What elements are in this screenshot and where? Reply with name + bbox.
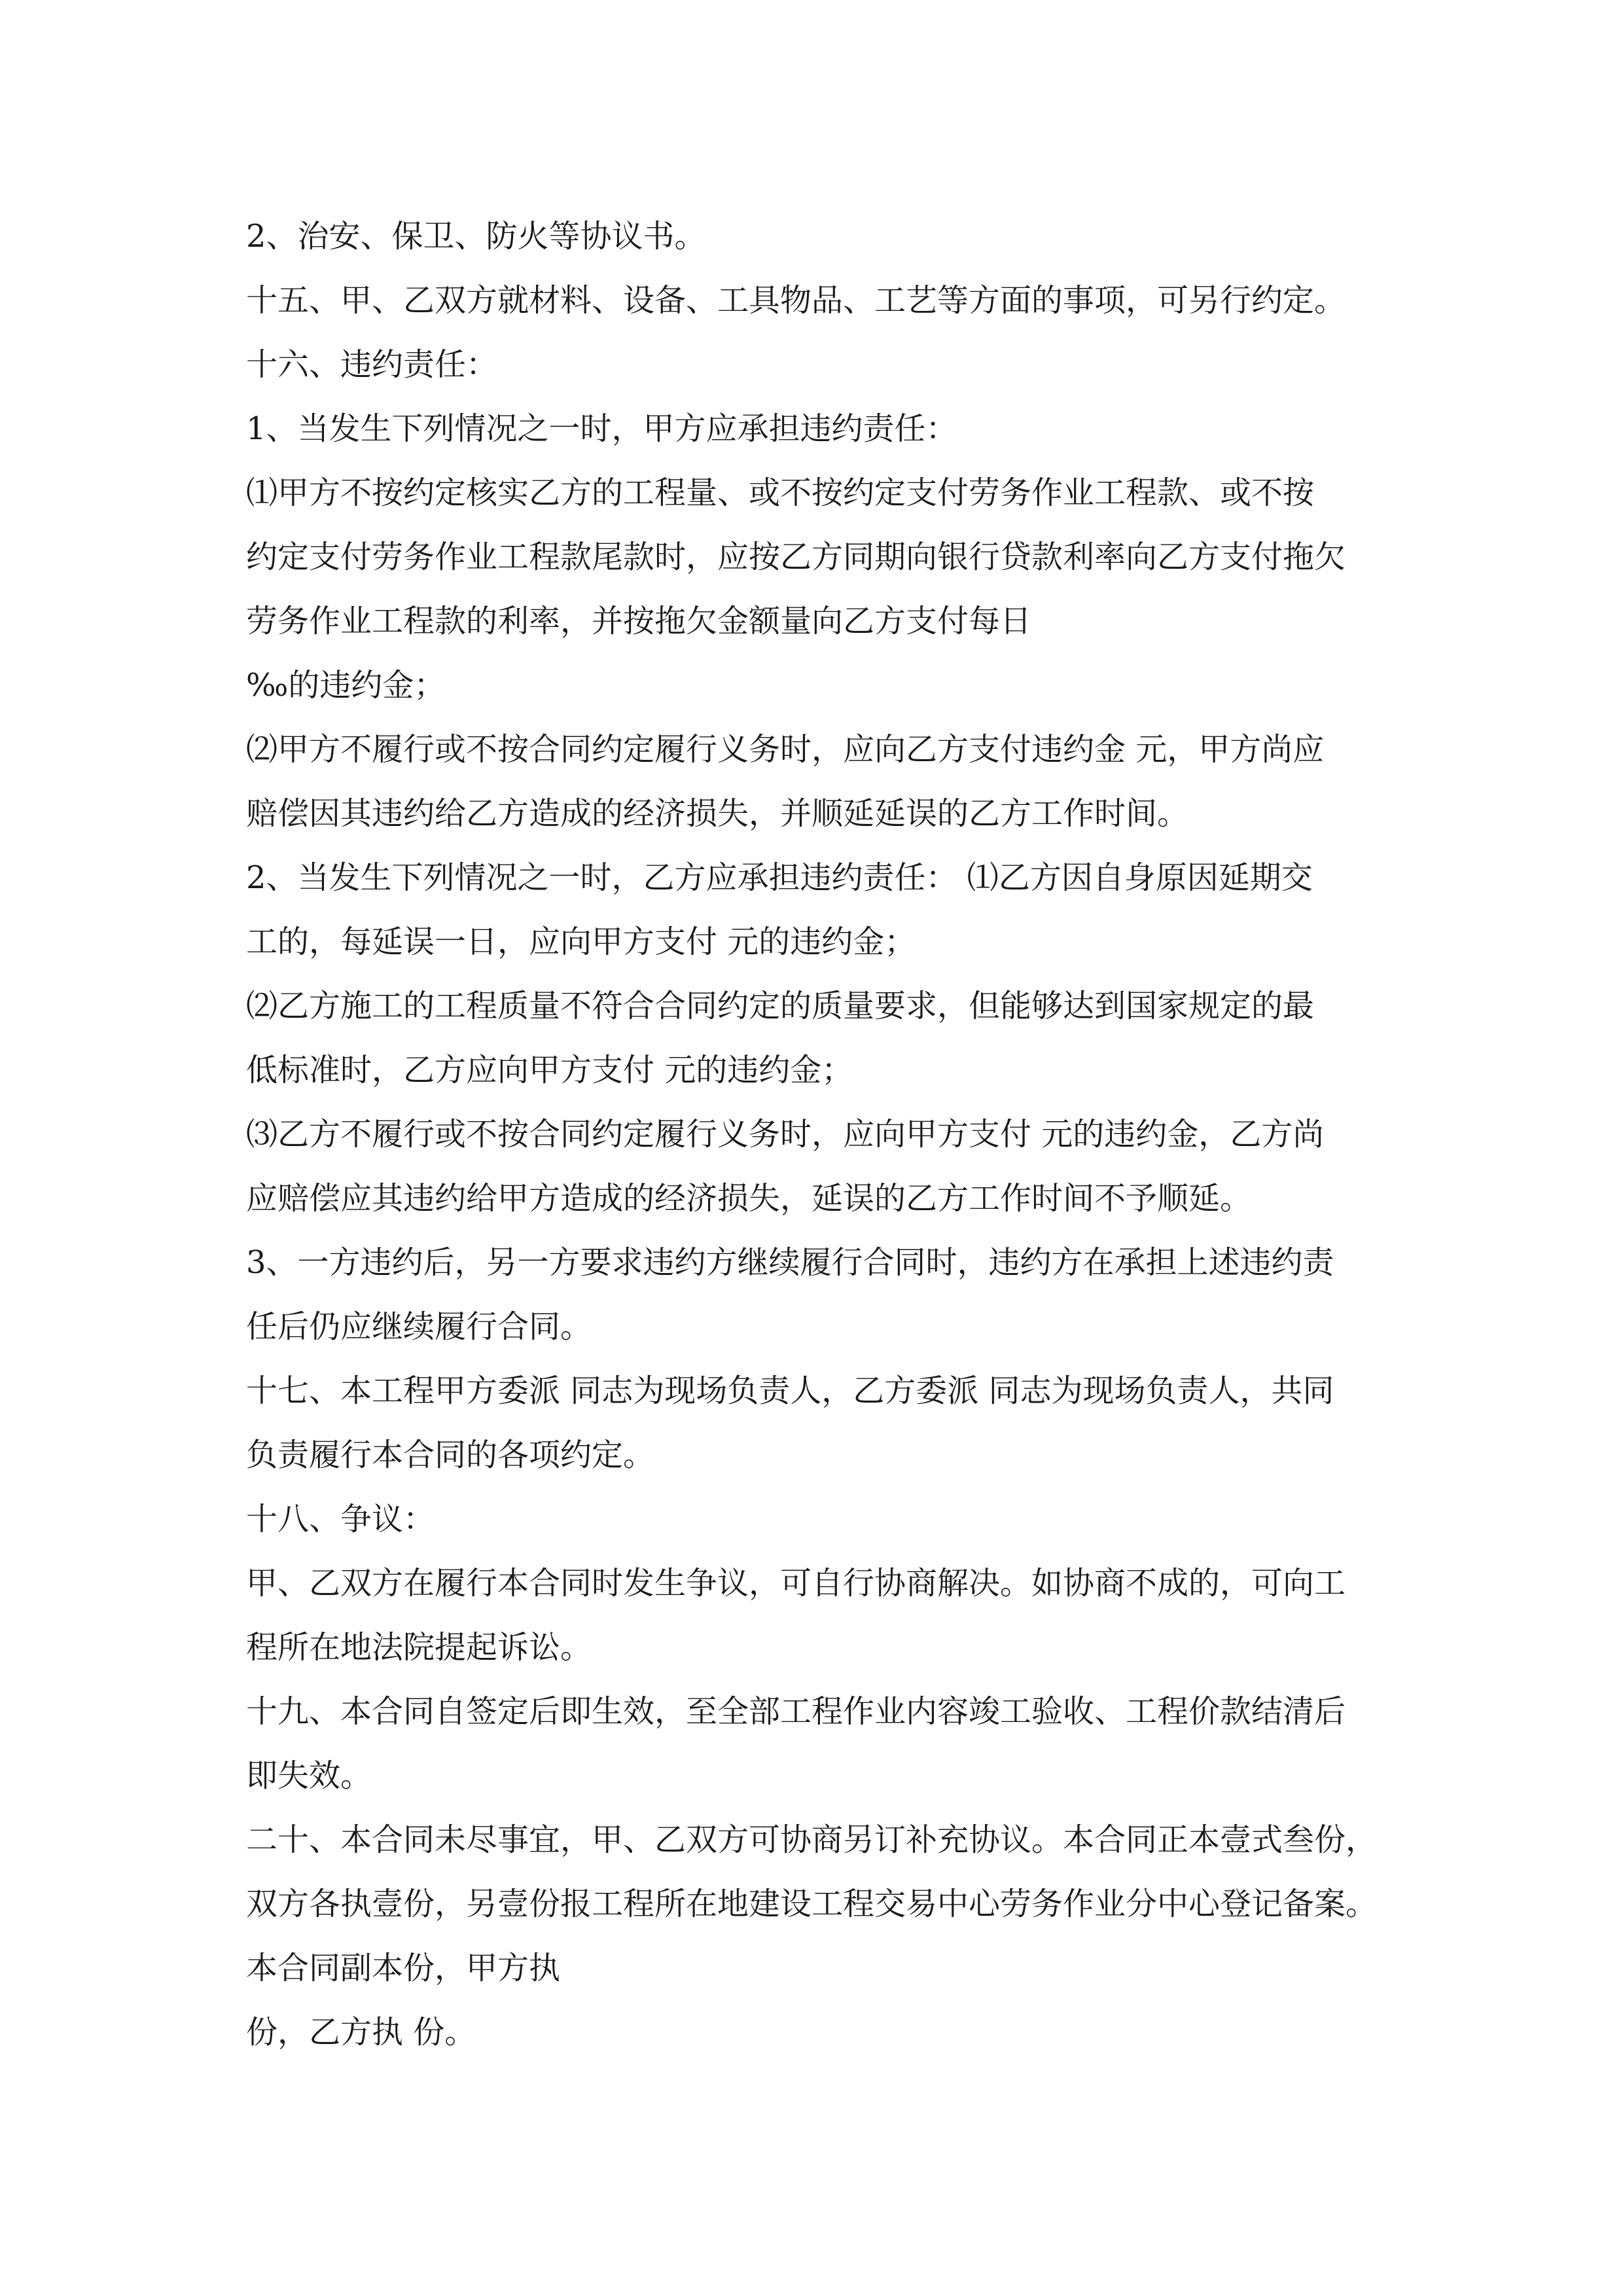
text-line: 3、一方违约后，另一方要求违约方继续履行合同时，违约方在承担上述违约责 — [246, 1244, 1334, 1281]
text-line: 工的，每延误一日，应向甲方支付 元的违约金； — [246, 924, 916, 960]
text-line: 本合同副本份，甲方执 — [246, 1950, 561, 1986]
text-line: 负责履行本合同的各项约定。 — [246, 1437, 655, 1473]
document-body — [246, 204, 1398, 2064]
text-line: 约定支付劳务作业工程款尾款时，应按乙方同期向银行贷款利率向乙方支付拖欠 — [246, 539, 1346, 575]
text-line: 甲、乙双方在履行本合同时发生争议，可自行协商解决。如协商不成的，可向工 — [246, 1565, 1346, 1602]
text-line: 低标准时，乙方应向甲方支付 元的违约金； — [246, 1052, 853, 1088]
text-line: 即失效。 — [246, 1757, 372, 1794]
text-line: 份，乙方执 份。 — [246, 2014, 476, 2051]
text-line: 十五、甲、乙双方就材料、设备、工具物品、工艺等方面的事项，可另行约定。 — [246, 282, 1346, 319]
text-line: ⑴甲方不按约定核实乙方的工程量、或不按约定支付劳务作业工程款、或不按 — [246, 475, 1315, 511]
text-line: 1、当发生下列情况之一时，甲方应承担违约责任： — [246, 410, 957, 447]
text-line: ⑵甲方不履行或不按合同约定履行义务时，应向乙方支付违约金 元，甲方尚应 — [246, 731, 1325, 768]
text-line: ‰的违约金； — [246, 667, 446, 704]
text-line: 2、当发生下列情况之一时，乙方应承担违约责任： ⑴乙方因自身原因延期交 — [246, 859, 1313, 896]
text-line: 赔偿因其违约给乙方造成的经济损失，并顺延延误的乙方工作时间。 — [246, 795, 1189, 832]
section-heading: 十八、争议： — [246, 1501, 435, 1537]
text-line: 程所在地法院提起诉讼。 — [246, 1629, 592, 1666]
text-line: 劳务作业工程款的利率，并按拖欠金额量向乙方支付每日 — [246, 603, 1032, 639]
text-line: 双方各执壹份，另壹份报工程所在地建设工程交易中心劳务作业分中心登记备案。 — [246, 1886, 1378, 1922]
text-line: 应赔偿应其违约给甲方造成的经济损失，延误的乙方工作时间不予顺延。 — [246, 1180, 1252, 1217]
text-line: 2、治安、保卫、防火等协议书。 — [246, 218, 706, 255]
text-line: 二十、本合同未尽事宜，甲、乙双方可协商另订补充协议。本合同正本壹式叁份， — [246, 1821, 1378, 1858]
text-line: ⑵乙方施工的工程质量不符合合同约定的质量要求，但能够达到国家规定的最 — [246, 988, 1315, 1024]
text-line: 十九、本合同自签定后即生效，至全部工程作业内容竣工验收、工程价款结清后 — [246, 1693, 1346, 1730]
section-heading: 十六、违约责任： — [246, 346, 498, 383]
text-line: ⑶乙方不履行或不按合同约定履行义务时，应向甲方支付 元的违约金，乙方尚 — [246, 1116, 1325, 1153]
text-line: 十七、本工程甲方委派 同志为现场负责人，乙方委派 同志为现场负责人，共同 — [246, 1372, 1334, 1409]
text-line: 任后仍应继续履行合同。 — [246, 1308, 592, 1345]
